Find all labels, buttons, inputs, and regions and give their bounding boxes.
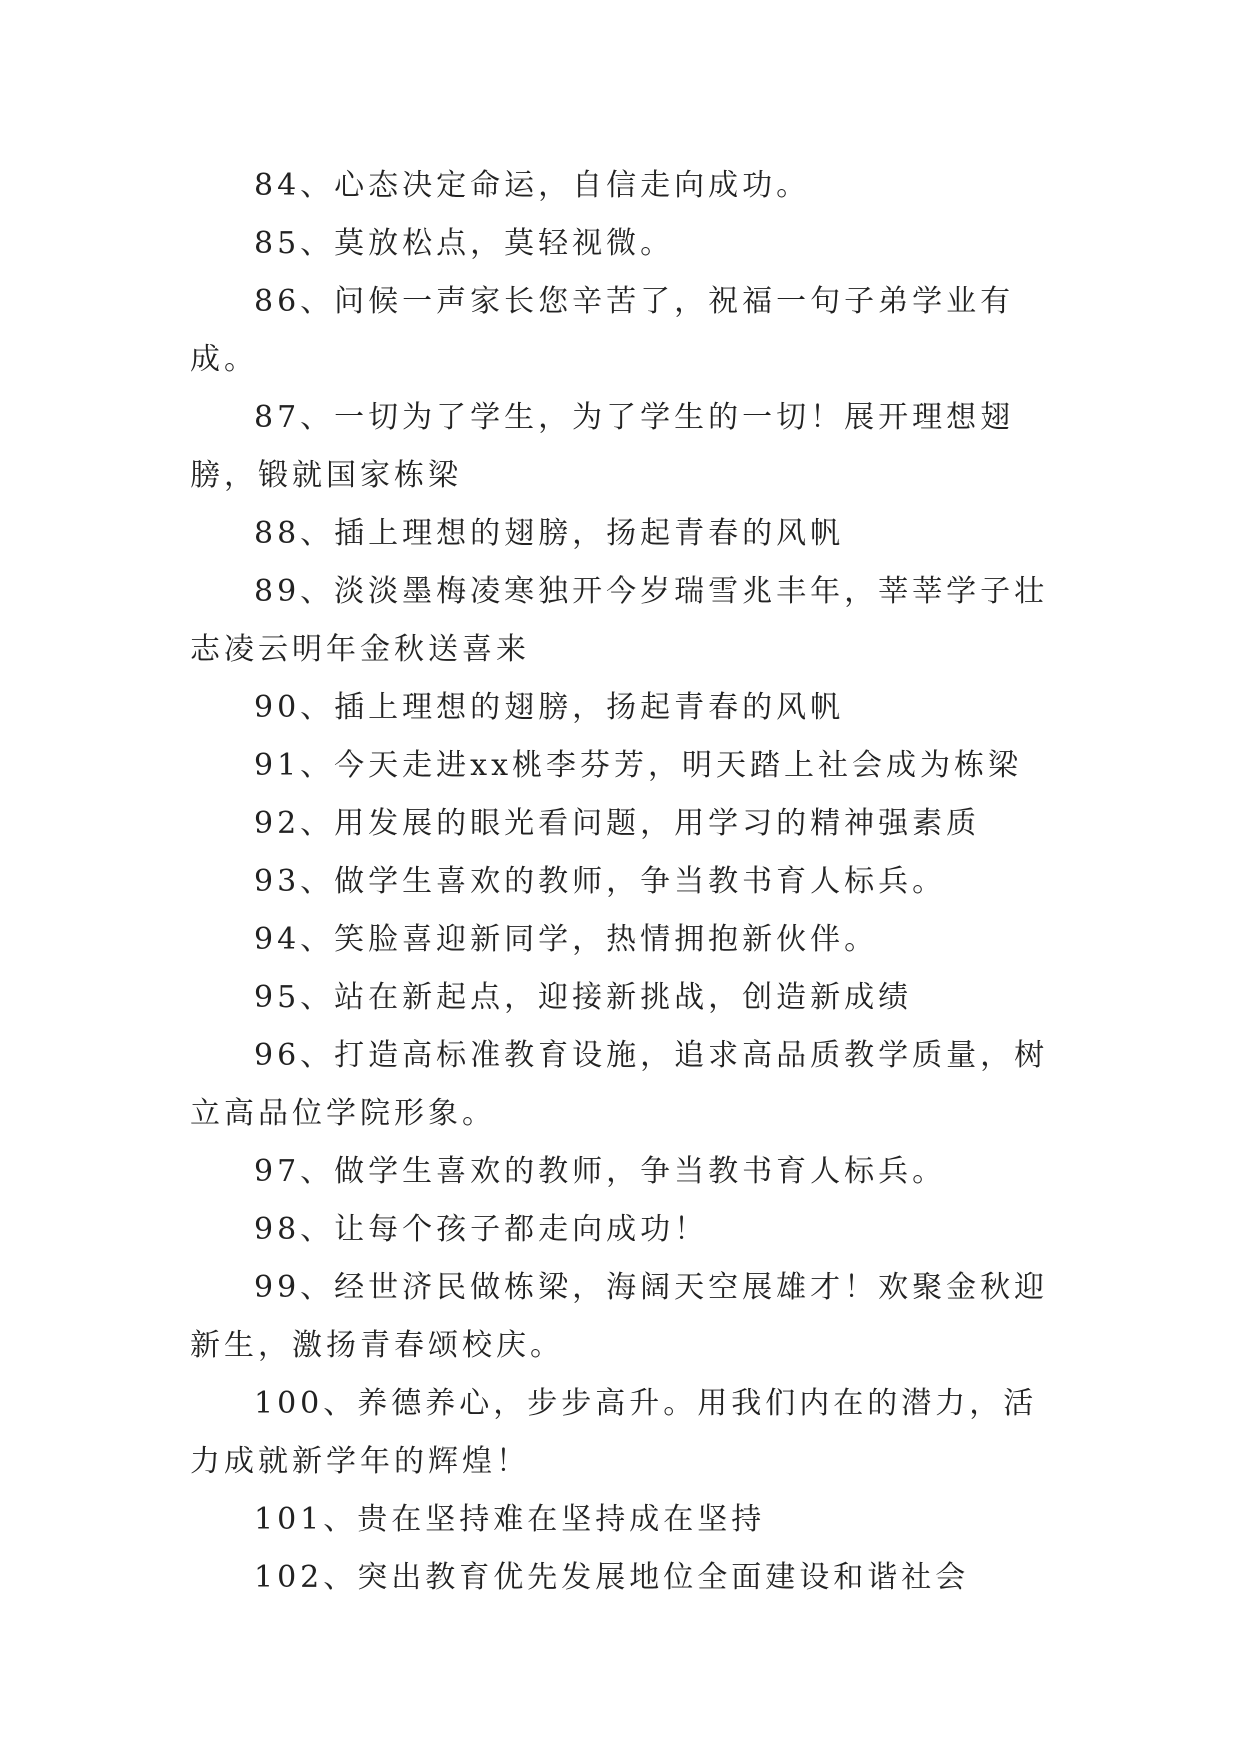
slogan-item: 99、经世济民做栋梁，海阔天空展雄才！欢聚金秋迎新生，激扬青春颂校庆。 xyxy=(190,1270,1049,1363)
slogan-item: 89、淡淡墨梅凌寒独开今岁瑞雪兆丰年，莘莘学子壮志凌云明年金秋送喜来 xyxy=(190,574,1049,667)
slogan-item: 91、今天走进xx桃李芬芳，明天踏上社会成为栋梁 xyxy=(254,748,1023,783)
slogan-list xyxy=(190,157,1070,1607)
slogan-item: 93、做学生喜欢的教师，争当教书育人标兵。 xyxy=(254,864,947,899)
slogan-item: 92、用发展的眼光看问题，用学习的精神强素质 xyxy=(254,806,981,841)
slogan-item: 101、贵在坚持难在坚持成在坚持 xyxy=(254,1502,766,1537)
slogan-item: 95、站在新起点，迎接新挑战，创造新成绩 xyxy=(254,980,913,1015)
slogan-item: 100、养德养心，步步高升。用我们内在的潜力，活力成就新学年的辉煌！ xyxy=(190,1386,1038,1479)
slogan-item: 85、莫放松点，莫轻视微。 xyxy=(254,226,675,261)
slogan-item: 98、让每个孩子都走向成功！ xyxy=(254,1212,709,1247)
slogan-item: 90、插上理想的翅膀，扬起青春的风帆 xyxy=(254,690,845,725)
slogan-item: 88、插上理想的翅膀，扬起青春的风帆 xyxy=(254,516,845,551)
slogan-item: 86、问候一声家长您辛苦了，祝福一句子弟学业有成。 xyxy=(190,284,1015,377)
slogan-item: 102、突出教育优先发展地位全面建设和谐社会 xyxy=(254,1560,970,1595)
slogan-item: 94、笑脸喜迎新同学，热情拥抱新伙伴。 xyxy=(254,922,879,957)
slogan-item: 87、一切为了学生，为了学生的一切！展开理想翅膀，锻就国家栋梁 xyxy=(190,400,1015,493)
slogan-item: 84、心态决定命运，自信走向成功。 xyxy=(254,168,811,203)
slogan-item: 96、打造高标准教育设施，追求高品质教学质量，树立高品位学院形象。 xyxy=(190,1038,1049,1131)
slogan-item: 97、做学生喜欢的教师，争当教书育人标兵。 xyxy=(254,1154,947,1189)
